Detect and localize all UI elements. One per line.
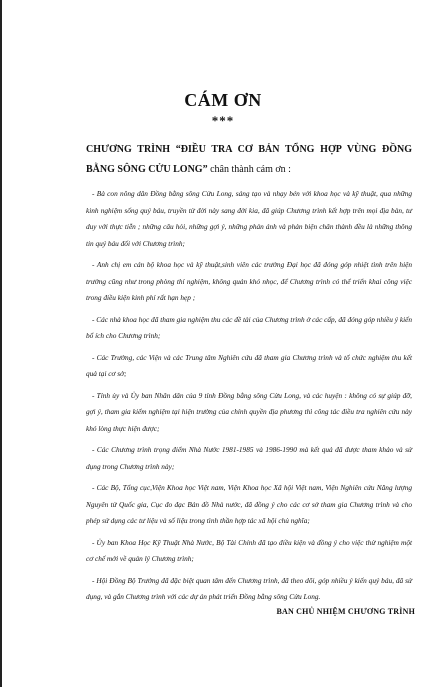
heading-program-name: CHƯƠNG TRÌNH “ĐIỀU TRA CƠ BẢN TỔNG HỢP VÙNG ĐỒNG BẰNG SÔNG CỬU LONG”	[86, 144, 412, 175]
paragraph-state-programs: - Các Chương trình trọng điểm Nhà Nước 1981-1985 và 1986-1990 mà kết quả đã được tham khảo và sử dụng trong Chương trình này;	[86, 445, 412, 471]
heading-thanks-phrase: chân thành cám ơn :	[207, 164, 291, 175]
paragraph-ministries: - Các Bộ, Tổng cục,Viện Khoa học Việt nam, Viện Khoa học Xã hội Việt nam, Viện Nghiên cứu Năng lượng Nguyên tử Quốc gia, Cục đo đạc Bản đồ Nhà nước, đã đồng ý cho các cơ sở tham gia Chương trình và cho phép sử dụng các tư liệu và số liệu trong tình thần hợp tác xã hội chủ nghĩa;	[86, 483, 412, 525]
paragraph-council-of-ministers: - Hội Đồng Bộ Trưởng đã đặc biệt quan tâm đến Chương trình, đã theo dõi, góp nhiều ý kiến quý báu, đã sử dụng, và gắn Chương trình với các dự án phát triển Đồng bằng sông Cửu Long.	[86, 575, 412, 601]
signature-line: BAN CHỦ NHIỆM CHƯƠNG TRÌNH	[276, 607, 415, 616]
paragraph-state-committee: - Ủy ban Khoa Học Kỹ Thuật Nhà Nước, Bộ Tài Chính đã tạo điều kiện và đồng ý cho việc thử nghiệm một cơ chế mới về quản lý Chương trình;	[86, 537, 412, 563]
paragraph-institutes: - Các Trường, các Viện và các Trung tâm Nghiên cứu đã tham gia Chương trình và tổ chức nghiệm thu kết quả tại cơ sở;	[86, 352, 412, 378]
page-title: CÁM ƠN	[184, 90, 262, 110]
acknowledgement-body	[86, 186, 412, 611]
paragraph-farmers: - Bà con nông dân Đồng bằng sông Cửu Long, sáng tạo và nhạy bén với khoa học và kỹ thuật, qua những kinh nghiệm sống quý báu, truyền từ đời này sang đời kia, đã giúp Chương trình kết hợp trên mọi địa bàn, tư duy với thực tiễn ; những câu hỏi, những gợi ý, những phản ánh và phản biện chân thành đều là những thông tin quý báu đối với Chương trình;	[86, 189, 412, 248]
acknowledgement-heading	[86, 140, 412, 180]
paragraph-scientists-students: - Anh chị em cán bộ khoa học và kỹ thuật,sinh viên các trường Đại học đã đóng góp nhiệt tình trên hiện trường cũng như trong phòng thí nghiệm, không quản khó nhọc, để Chương trình có thể triển khai công việc trong điều kiện kinh phí rất hạn hẹp ;	[86, 260, 412, 302]
title-ornament: ***	[211, 113, 235, 128]
paragraph-reviewers: - Các nhà khoa học đã tham gia nghiệm thu các đề tài của Chương trình ở các cấp, đã đóng góp nhiều ý kiến bổ ích cho Chương trình;	[86, 314, 412, 340]
paragraph-provinces: - Tỉnh ủy và Ủy ban Nhân dân của 9 tỉnh Đồng bằng sông Cửu Long, và các huyện : không có sự giúp đỡ, gợi ý, tham gia kiểm nghiệm tại hiện trường của chính quyền địa phương thì công tác điều tra nghiên cứu này khó lòng thực hiện được;	[86, 390, 412, 433]
